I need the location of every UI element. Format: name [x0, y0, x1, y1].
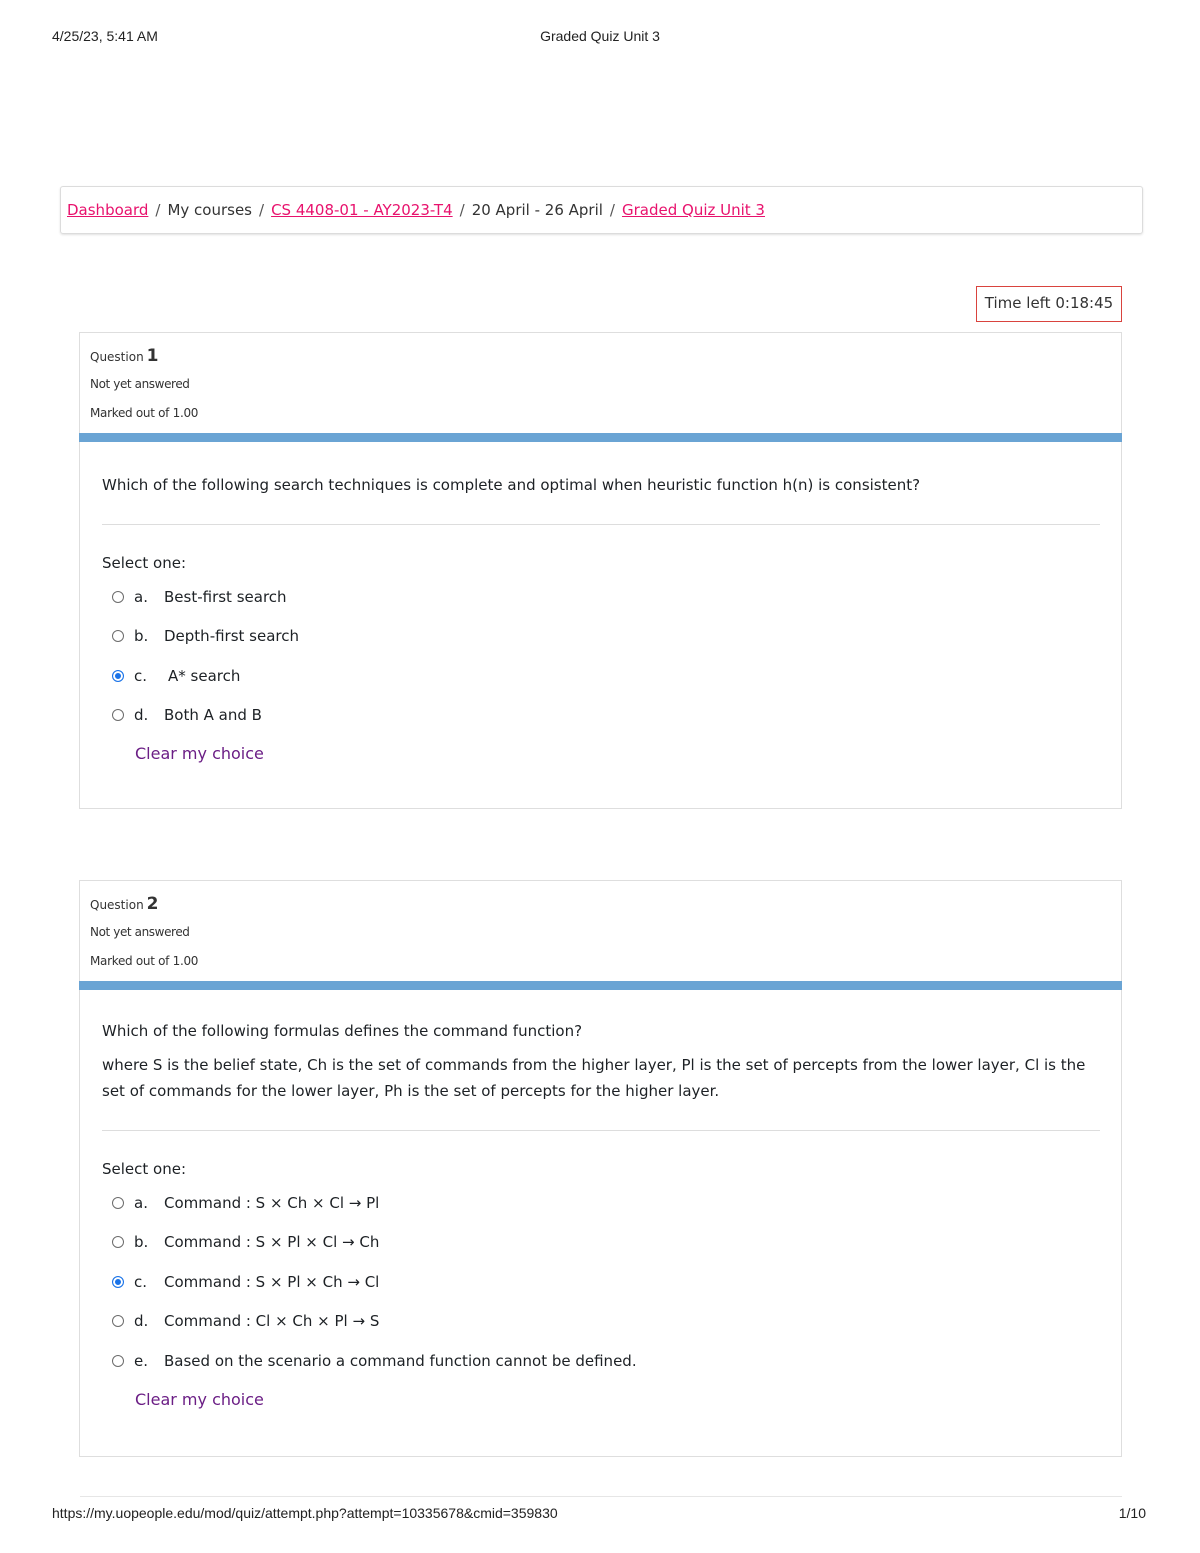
question-info [80, 333, 1121, 433]
option-letter: c. [134, 666, 148, 685]
question-text-line: Which of the following formulas defines the command function? [102, 1022, 583, 1040]
answer-option-e[interactable] [102, 1341, 1100, 1381]
answer-option-c[interactable] [102, 656, 1100, 696]
answer-option-a[interactable] [102, 577, 1100, 617]
question-divider-bar [79, 433, 1122, 442]
option-letter: b. [134, 1233, 149, 1252]
radio-button[interactable] [112, 709, 124, 721]
question-text [102, 442, 1100, 525]
option-letter: c. [134, 1272, 148, 1291]
option-text: Command : S × Pl × Cl → Ch [164, 1233, 380, 1252]
select-one-prompt: Select one: [102, 554, 187, 572]
question-divider-bar [79, 981, 1122, 990]
breadcrumb-dashboard[interactable]: Dashboard [67, 201, 149, 219]
breadcrumb [60, 186, 1143, 234]
question-label: Question [90, 898, 144, 912]
answer-option-b[interactable] [102, 617, 1100, 657]
timer-value: 0:18:45 [1055, 294, 1114, 312]
question-text [102, 990, 1100, 1131]
print-footer [0, 1505, 1200, 1525]
question-1 [79, 332, 1122, 809]
radio-button[interactable] [112, 1236, 124, 1248]
breadcrumb-quiz[interactable]: Graded Quiz Unit 3 [621, 201, 765, 219]
clear-choice-link[interactable]: Clear my choice [135, 1389, 264, 1409]
print-header [0, 28, 1200, 48]
option-letter: d. [134, 706, 149, 725]
question-subtext: where S is the belief state, Ch is the set of commands from the higher layer, Pl is the set of percepts from the lower layer, Cl is the set of commands for the lower layer, Ph is the set of percepts for the higher layer. [102, 1056, 1086, 1100]
timer-label: Time left [984, 294, 1051, 312]
question-number: 1 [146, 346, 159, 366]
question-state: Not yet answered [90, 377, 190, 391]
answer-option-a[interactable] [102, 1183, 1100, 1223]
breadcrumb-separator: / [259, 201, 265, 219]
quiz-timer [976, 286, 1122, 322]
question-grade: Marked out of 1.00 [90, 406, 199, 420]
breadcrumb-course[interactable]: CS 4408-01 - AY2023-T4 [271, 201, 453, 219]
answer-option-b[interactable] [102, 1223, 1100, 1263]
option-text: A* search [168, 666, 241, 685]
radio-button-checked[interactable] [112, 1276, 124, 1288]
clear-choice-link[interactable]: Clear my choice [135, 744, 264, 763]
breadcrumb-my-courses: My courses [167, 201, 252, 219]
option-text: Command : S × Pl × Ch → Cl [164, 1272, 380, 1291]
option-text: Both A and B [164, 706, 262, 725]
breadcrumb-separator: / [609, 201, 615, 219]
answer-option-c[interactable] [102, 1262, 1100, 1302]
option-letter: d. [134, 1312, 149, 1331]
print-url: https://my.uopeople.edu/mod/quiz/attempt.php?attempt=10335678&cmid=359830 [52, 1505, 558, 1521]
breadcrumb-separator: / [155, 201, 161, 219]
option-text: Best-first search [164, 587, 287, 606]
option-letter: a. [134, 1193, 148, 1212]
question-2 [79, 880, 1122, 1457]
option-text: Command : S × Ch × Cl → Pl [164, 1193, 380, 1212]
option-text: Command : Cl × Ch × Pl → S [164, 1312, 380, 1331]
option-letter: e. [134, 1351, 148, 1370]
radio-button[interactable] [112, 1355, 124, 1367]
print-title: Graded Quiz Unit 3 [540, 28, 660, 44]
question-text-line: Which of the following search techniques is complete and optimal when heuristic function h(n) is consistent? [102, 476, 921, 494]
radio-button[interactable] [112, 1315, 124, 1327]
breadcrumb-week: 20 April - 26 April [471, 201, 603, 219]
radio-button[interactable] [112, 591, 124, 603]
breadcrumb-separator: / [459, 201, 465, 219]
answer-options [102, 577, 1100, 735]
print-page-number: 1/10 [1118, 1505, 1146, 1521]
option-letter: b. [134, 627, 149, 646]
option-text: Depth-first search [164, 627, 300, 646]
option-letter: a. [134, 587, 148, 606]
print-datetime: 4/25/23, 5:41 AM [52, 28, 158, 44]
radio-button-checked[interactable] [112, 670, 124, 682]
question-number: 2 [146, 894, 159, 914]
radio-button[interactable] [112, 1197, 124, 1209]
select-one-prompt: Select one: [102, 1160, 187, 1178]
footer-divider [80, 1496, 1122, 1497]
option-text: Based on the scenario a command function cannot be defined. [164, 1351, 637, 1370]
answer-options [102, 1183, 1100, 1381]
question-label: Question [90, 350, 144, 364]
question-info [80, 881, 1121, 981]
answer-option-d[interactable] [102, 696, 1100, 736]
question-state: Not yet answered [90, 925, 190, 939]
radio-button[interactable] [112, 630, 124, 642]
question-grade: Marked out of 1.00 [90, 954, 199, 968]
answer-option-d[interactable] [102, 1302, 1100, 1342]
